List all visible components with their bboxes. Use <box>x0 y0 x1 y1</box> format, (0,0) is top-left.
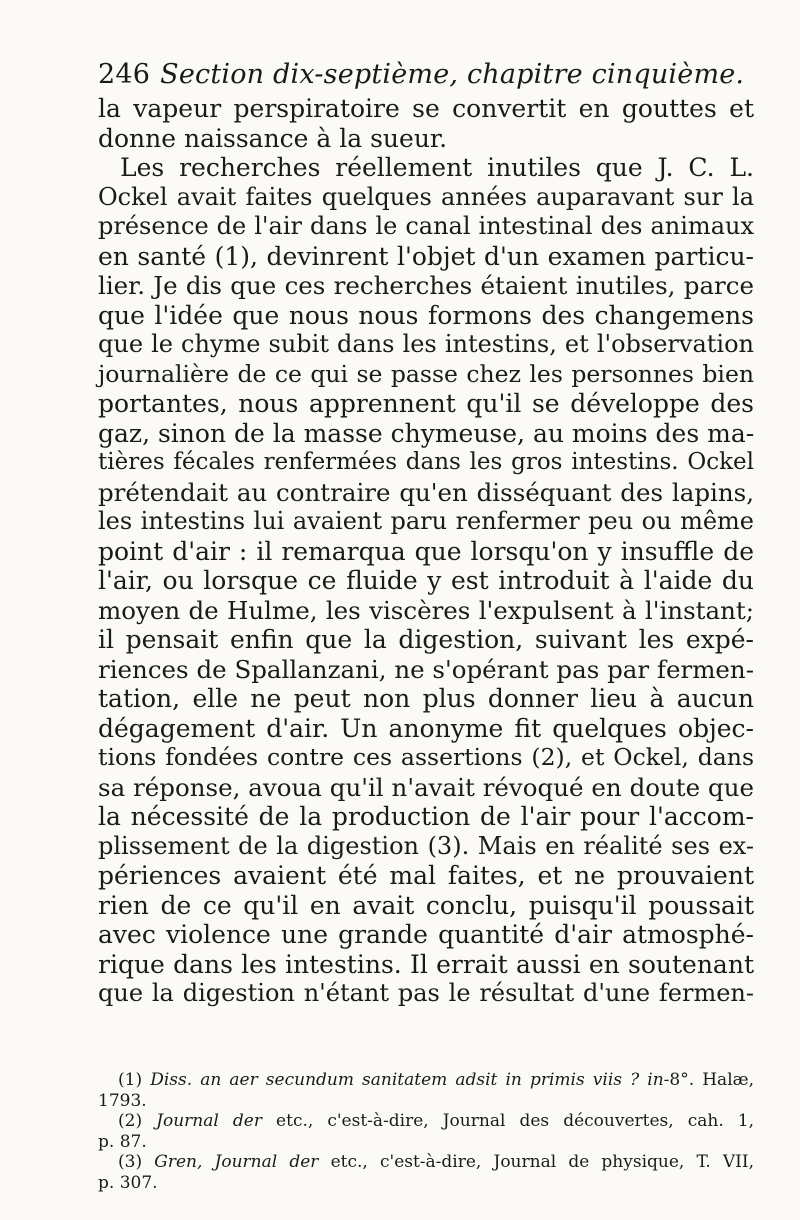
footnote-1-continuation: 1793. <box>98 1090 147 1111</box>
text-line: Ockel avait faites quelques années auparavant sur la <box>98 182 754 211</box>
footnote-3-continuation: p. 307. <box>98 1172 158 1193</box>
text-line: riences de Spallanzani, ne s'opérant pas par fermen- <box>98 654 754 684</box>
text-line: prétendait au contraire qu'en disséquant des lapins, <box>98 477 754 507</box>
text-line: lier. Je dis que ces recherches étaient inutiles, parce <box>98 271 754 300</box>
text-line: donne naissance à la sueur. <box>98 123 448 153</box>
text-line: la nécessité de la production de l'air pour l'accom- <box>98 802 754 831</box>
footnotes <box>98 1070 754 1193</box>
footnote-1-title: Diss. an aer secundum sanitatem adsit in primis viis ? in- <box>150 1070 670 1090</box>
footnote-marker: (2) <box>118 1111 143 1131</box>
text-line: moyen de Hulme, les viscères l'expulsent à l'instant; <box>98 595 754 625</box>
text-line: portantes, nous apprennent qu'il se développe des <box>98 389 754 418</box>
text-line: avec violence une grande quantité d'air atmosphé- <box>98 920 754 949</box>
text-line: Les recherches réellement inutiles que J. C. L. <box>120 153 754 182</box>
text-line: point d'air : il remarqua que lorsqu'on y insuffle de <box>98 536 754 566</box>
text-line: la vapeur perspiratoire se convertit en gouttes et <box>98 94 754 123</box>
text-line: journalière de ce qui se passe chez les personnes bien <box>98 359 754 388</box>
text-line: sa réponse, avoua qu'il n'avait révoqué en doute que <box>98 772 754 802</box>
text-line: que la digestion n'étant pas le résultat d'une fermen- <box>98 979 754 1007</box>
text-line: que le chyme subit dans les intestins, et l'observation <box>98 330 754 358</box>
text-line: tions fondées contre ces assertions (2), et Ockel, dans <box>98 743 754 771</box>
footnote-2-details: etc., c'est-à-dire, Journal des découvertes, cah. 1, <box>276 1111 755 1131</box>
text-line: plissement de la digestion (3). Mais en réalité ses ex- <box>98 831 754 860</box>
footnote-3-details: etc., c'est-à-dire, Journal de physique, T. VII, <box>330 1152 754 1172</box>
text-line: dégagement d'air. Un anonyme fit quelques objec- <box>98 713 754 743</box>
footnote-3-title: Gren, Journal der <box>154 1152 319 1172</box>
text-line: rien de ce qu'il en avait conclu, puisqu'il poussait <box>98 890 754 920</box>
text-line: en santé (1), devinrent l'objet d'un examen particu- <box>98 241 754 271</box>
text-line: présence de l'air dans le canal intestinal des animaux <box>98 212 754 240</box>
text-line: les intestins lui avaient paru renfermer peu ou même <box>98 507 754 535</box>
text-line: périences avaient été mal faites, et ne prouvaient <box>98 861 754 890</box>
text-line: l'air, ou lorsque ce fluide y est introduit à l'aide du <box>98 566 754 595</box>
footnote-2-continuation: p. 87. <box>98 1131 147 1152</box>
running-head <box>98 58 754 94</box>
page-number: 246 <box>98 59 151 90</box>
footnote-2-title: Journal der <box>156 1111 262 1131</box>
text-line: il pensait enfin que la digestion, suivant les expé- <box>98 625 754 654</box>
text-line: rique dans les intestins. Il errait aussi en soutenant <box>98 949 754 979</box>
footnote-marker: (1) <box>118 1070 143 1090</box>
text-line: que l'idée que nous nous formons des changemens <box>98 300 754 330</box>
text-line: tation, elle ne peut non plus donner lieu à aucun <box>98 684 754 713</box>
footnote-marker: (3) <box>118 1152 143 1172</box>
footnote-3 <box>98 1152 754 1173</box>
running-title: Section dix-septième, chapitre cinquième. <box>160 59 745 90</box>
text-line: gaz, sinon de la masse chymeuse, au moins des ma- <box>98 418 755 448</box>
text-line: tières fécales renfermées dans les gros intestins. Ockel <box>98 449 754 475</box>
footnote-1 <box>98 1070 754 1091</box>
footnote-2 <box>98 1111 754 1132</box>
footnote-1-details: 8°. Halæ, <box>669 1070 755 1090</box>
body-text <box>98 94 754 1009</box>
